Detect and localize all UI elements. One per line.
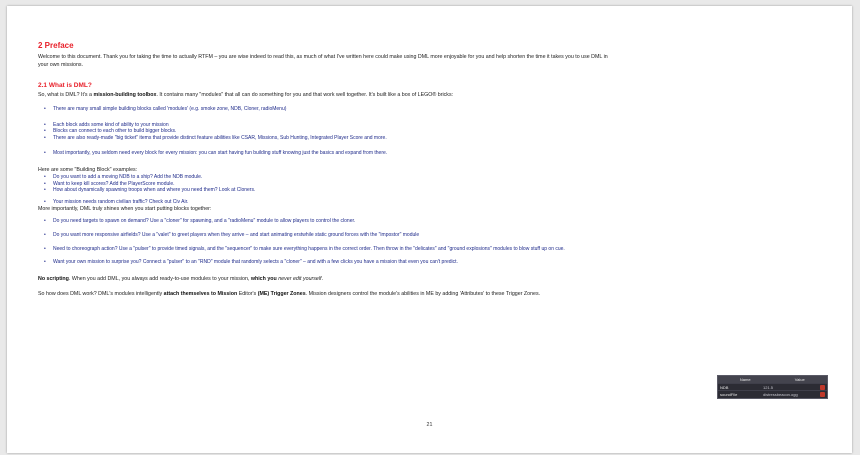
section-title-preface: 2 Preface bbox=[38, 41, 74, 50]
toolbox-emphasis: mission-building toolbox bbox=[93, 92, 157, 98]
attribute-name: NDB bbox=[720, 384, 729, 390]
list-item: • Your mission needs random civilian traffic? Check out Civ Air. bbox=[38, 199, 608, 206]
attribute-name: soundFile bbox=[720, 391, 738, 397]
attributes-table-header bbox=[718, 376, 827, 383]
attribute-value: 121.5 bbox=[763, 384, 774, 390]
list-item: • There are many small simple building blocks called 'modules' (e.g. smoke zone, NDB, Cloner, radioMenu) bbox=[38, 106, 608, 113]
column-header-name: Name bbox=[739, 377, 751, 382]
subsection-title-what-is-dml: 2.1 What is DML? bbox=[38, 82, 92, 89]
delete-icon bbox=[820, 385, 825, 390]
list-item: • Do you want more responsive airfields? Use a "valet" to greet players when they arrive – and start animating erstwhile static ground forces with the "impostor" module bbox=[38, 232, 608, 239]
delete-icon bbox=[820, 392, 825, 397]
no-scripting-paragraph: No scripting. When you add DML, you always add ready-to-use modules to your mission, which you never edit yourself. bbox=[38, 275, 324, 282]
list-item: • Want your own mission to surprise you? Connect a "pulser" to an "RND" module that randomly selects a "cloner" – and with a few clicks you have a mission that even you can't predict. bbox=[38, 259, 608, 266]
preface-paragraph: Welcome to this document. Thank you for taking the time to actually RTFM – you are wise indeed to read this, as much of what I've written here could make using DML more enjoyable for you and help shorten the time it takes you to use DML in your own missions. bbox=[38, 54, 608, 68]
page-content bbox=[38, 41, 608, 298]
examples-list bbox=[38, 174, 608, 205]
table-row bbox=[718, 390, 827, 397]
list-item: • Each block adds some kind of ability to your mission bbox=[38, 122, 608, 129]
combining-intro: More importantly, DML truly shines when you start putting blocks together: bbox=[38, 206, 212, 213]
list-item: • Want to keep kill scores? Add the PlayerScore module. bbox=[38, 181, 608, 188]
page-number: 21 bbox=[426, 422, 433, 428]
list-item: • Need to choreograph action? Use a "pulser" to provide timed signals, and the "sequencer" to make sure everything happens in the correct order. Then throw in the "delicates" and "ground explosions" modules to blow stuff up on cue. bbox=[38, 246, 608, 253]
table-row bbox=[718, 383, 827, 390]
attribute-value: distressbeacon.ogg bbox=[763, 391, 798, 397]
feature-list bbox=[38, 106, 608, 157]
list-item: • Blocks can connect to each other to build bigger blocks. bbox=[38, 128, 608, 135]
list-item: • Do you need targets to spawn on demand? Use a "cloner" for spawning, and a "radioMenu" module to allow players to control the cloner. bbox=[38, 218, 608, 225]
column-header-value: Value bbox=[794, 377, 805, 382]
combining-list bbox=[38, 218, 608, 265]
list-item: • Do you want to add a moving NDB to a ship? Add the NDB module. bbox=[38, 174, 608, 181]
list-item: • There are also ready-made "big ticket" items that provide distinct feature abilities like CSAR, Missions, Sub Hunting, Integrated Player Score and more. bbox=[38, 135, 608, 142]
list-item: • Most importantly, you seldom need every block for every mission: you can start having fun building stuff knowing just the basics and expand from there. bbox=[38, 150, 608, 157]
examples-intro: Here are some "Building Block" examples: bbox=[38, 166, 138, 173]
how-it-works-paragraph: So how does DML work? DML's modules intelligently attach themselves to Mission Editor's (ME) Trigger Zones. Mission designers control the module's abilities in ME by adding 'Attributes' to these Trigger Zones. bbox=[38, 290, 541, 297]
what-is-dml-paragraph: So, what is DML? It's a mission-building toolbox. It contains many "modules" that all can do something for you and that work well together. It's built like a box of LEGO® bricks: bbox=[38, 92, 454, 98]
list-item: • How about dynamically spawning troops when and where you need them? Look at Cloners. bbox=[38, 187, 608, 194]
attributes-table-image bbox=[717, 375, 828, 399]
